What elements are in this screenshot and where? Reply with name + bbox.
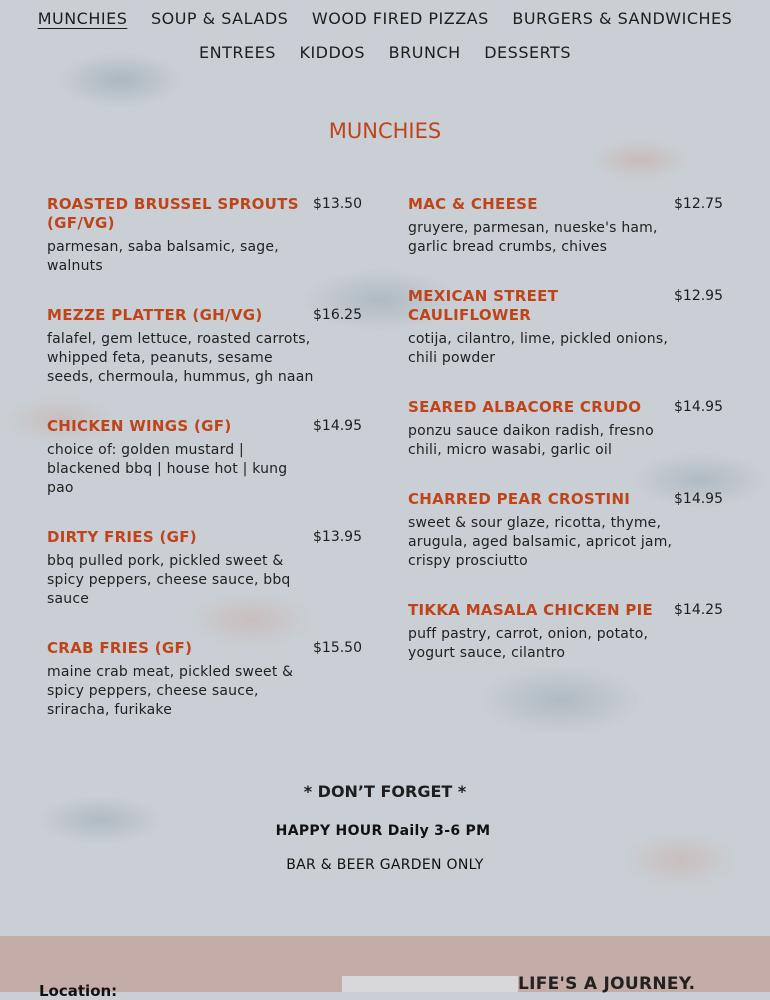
footer-location-label: Location: <box>39 982 118 1000</box>
menu-item-description: puff pastry, carrot, onion, potato, yogurt sauce, cilantro <box>408 626 649 661</box>
menu-item-description: cotija, cilantro, lime, pickled onions, chili powder <box>408 331 669 366</box>
menu-item <box>47 528 365 639</box>
menu-item-description: gruyere, parmesan, nueske's ham, garlic bread crumbs, chives <box>408 220 658 255</box>
menu-item-description: bbq pulled pork, pickled sweet & spicy peppers, cheese sauce, bbq sauce <box>47 553 291 607</box>
menu-nav-row-2 <box>0 43 770 62</box>
menu-item-name: DIRTY FRIES (GF) <box>47 528 197 546</box>
menu-item-price: $12.95 <box>674 288 723 304</box>
menu-item <box>408 398 726 490</box>
section-title: MUNCHIES <box>328 119 442 143</box>
menu-item-name: CHARRED PEAR CROSTINI <box>408 490 631 508</box>
nav-tab-brunch[interactable]: BRUNCH <box>388 43 461 62</box>
menu-item <box>47 195 365 306</box>
menu-item <box>408 601 726 663</box>
menu-item-description: maine crab meat, pickled sweet & spicy peppers, cheese sauce, sriracha, furikake <box>47 664 294 718</box>
nav-tab-kiddos[interactable]: KIDDOS <box>299 43 366 62</box>
menu-item-name: MEZZE PLATTER (GH/VG) <box>47 306 263 324</box>
notice-title: * DON’T FORGET * <box>303 782 467 801</box>
menu-item-price: $13.50 <box>313 196 362 212</box>
footer-tagline: LIFE'S A JOURNEY. <box>518 974 696 994</box>
menu-item <box>408 490 726 601</box>
menu-column-right <box>408 195 726 663</box>
menu-item-name: SEARED ALBACORE CRUDO <box>408 398 642 416</box>
menu-item-description: ponzu sauce daikon radish, fresno chili, micro wasabi, garlic oil <box>408 423 654 458</box>
menu-item-name: MEXICAN STREET CAULIFLOWER <box>408 287 559 324</box>
menu-item-price: $14.95 <box>674 399 723 415</box>
menu-item <box>408 287 726 398</box>
menu-item <box>47 417 365 528</box>
menu-nav-row-1 <box>0 9 770 28</box>
menu-item <box>47 306 365 417</box>
menu-item-price: $14.95 <box>313 418 362 434</box>
menu-item-price: $12.75 <box>674 196 723 212</box>
bar-garden-note: BAR & BEER GARDEN ONLY <box>286 857 484 873</box>
menu-item-description: choice of: golden mustard | blackened bbq | house hot | kung pao <box>47 442 288 496</box>
menu-item-name: CRAB FRIES (GF) <box>47 639 193 657</box>
menu-item <box>408 195 726 287</box>
menu-column-left <box>47 195 365 720</box>
menu-item <box>47 639 365 720</box>
menu-item-price: $14.95 <box>674 491 723 507</box>
nav-tab-entrees[interactable]: ENTREES <box>199 43 276 62</box>
nav-tab-desserts[interactable]: DESSERTS <box>484 43 571 62</box>
nav-tab-wood-fired-pizzas[interactable]: WOOD FIRED PIZZAS <box>311 9 489 28</box>
menu-item-name: MAC & CHEESE <box>408 195 538 213</box>
footer <box>0 936 770 1000</box>
nav-tab-burgers-sandwiches[interactable]: BURGERS & SANDWICHES <box>512 9 733 28</box>
menu-item-price: $14.25 <box>674 602 723 618</box>
footer-photo <box>342 976 518 992</box>
menu-item-name: TIKKA MASALA CHICKEN PIE <box>408 601 654 619</box>
nav-tab-munchies[interactable]: MUNCHIES <box>37 9 128 28</box>
menu-item-name: ROASTED BRUSSEL SPROUTS (GF/VG) <box>47 195 299 232</box>
menu-item-price: $15.50 <box>313 640 362 656</box>
menu-item-price: $16.25 <box>313 307 362 323</box>
menu-item-description: parmesan, saba balsamic, sage, walnuts <box>47 239 279 274</box>
menu-item-price: $13.95 <box>313 529 362 545</box>
nav-tab-soup-salads[interactable]: SOUP & SALADS <box>150 9 289 28</box>
menu-item-name: CHICKEN WINGS (GF) <box>47 417 232 435</box>
happy-hour-text: HAPPY HOUR Daily 3-6 PM <box>275 823 491 839</box>
menu-item-description: falafel, gem lettuce, roasted carrots, whipped feta, peanuts, sesame seeds, chermoula, hummus, gh naan <box>47 331 314 385</box>
menu-item-description: sweet & sour glaze, ricotta, thyme, arugula, aged balsamic, apricot jam, crispy prosciutto <box>408 515 673 569</box>
